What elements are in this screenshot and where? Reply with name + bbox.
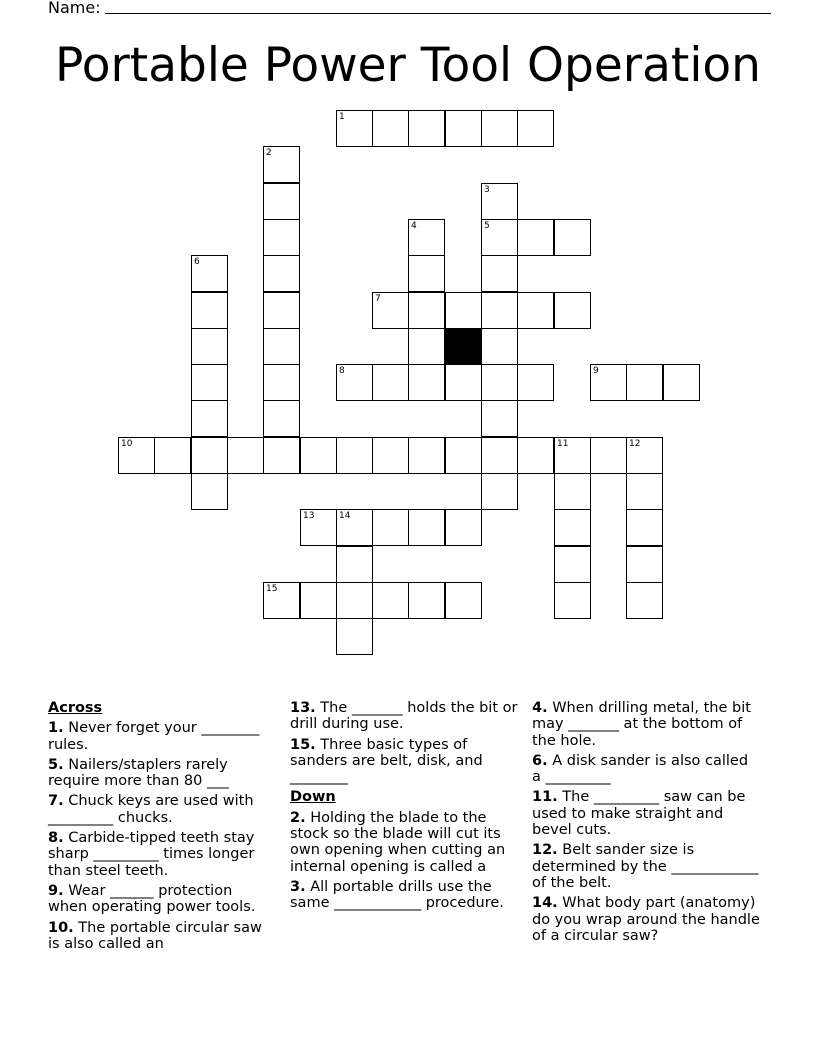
clue-across-10 xyxy=(48,920,276,953)
cell-number: 11 xyxy=(557,439,569,449)
clue-number: 11. xyxy=(532,789,558,806)
grid-cell xyxy=(481,473,518,510)
grid-cell xyxy=(481,110,518,147)
grid-cell xyxy=(626,546,663,583)
grid-cell xyxy=(481,437,518,474)
clue-across-5 xyxy=(48,757,276,790)
grid-cell xyxy=(663,364,700,401)
grid-cell xyxy=(554,292,591,329)
clue-number: 14. xyxy=(532,895,558,912)
clue-across-13 xyxy=(290,700,518,733)
clue-text: The _________ saw can be used to make straight and bevel cuts. xyxy=(532,789,746,839)
clue-number: 8. xyxy=(48,830,64,847)
grid-cell xyxy=(408,328,445,365)
clue-column-3 xyxy=(532,700,760,948)
grid-cell xyxy=(408,437,445,474)
grid-cell xyxy=(372,292,409,329)
clue-number: 15. xyxy=(290,736,316,753)
clue-number: 2. xyxy=(290,809,306,826)
grid-cell xyxy=(263,364,300,401)
grid-cell xyxy=(372,509,409,546)
grid-cell xyxy=(408,255,445,292)
clue-down-3 xyxy=(290,879,518,912)
grid-cell xyxy=(445,292,482,329)
clue-number: 12. xyxy=(532,842,558,859)
grid-cell xyxy=(554,546,591,583)
clue-down-4 xyxy=(532,700,760,749)
grid-cell xyxy=(445,110,482,147)
grid-cell xyxy=(626,437,663,474)
clue-down-2 xyxy=(290,810,518,875)
grid-cell xyxy=(481,183,518,220)
cell-number: 5 xyxy=(484,221,490,231)
grid-cell xyxy=(408,509,445,546)
grid-cell xyxy=(626,473,663,510)
across-heading: Across xyxy=(48,700,103,716)
grid-cell xyxy=(554,582,591,619)
cell-number: 12 xyxy=(629,439,641,449)
cell-number: 3 xyxy=(484,185,490,195)
cell-number: 2 xyxy=(266,148,272,158)
grid-cell xyxy=(554,219,591,256)
grid-cell xyxy=(263,328,300,365)
grid-cell xyxy=(336,582,373,619)
grid-cell xyxy=(263,146,300,183)
grid-cell xyxy=(336,509,373,546)
grid-cell xyxy=(191,473,228,510)
page-title: Portable Power Tool Operation xyxy=(55,38,761,93)
grid-cell xyxy=(481,219,518,256)
grid-cell xyxy=(336,546,373,583)
grid-cell xyxy=(554,437,591,474)
grid-cell xyxy=(554,473,591,510)
clue-down-12 xyxy=(532,842,760,891)
clue-text: Three basic types of sanders are belt, disk, and ________ xyxy=(290,736,483,786)
clue-text: Never forget your ________ rules. xyxy=(48,720,260,753)
grid-cell xyxy=(517,110,554,147)
grid-cell xyxy=(191,400,228,437)
grid-cell xyxy=(300,509,337,546)
clue-across-9 xyxy=(48,883,276,916)
clue-column-1 xyxy=(48,700,276,956)
grid-cell xyxy=(191,255,228,292)
clue-text: Holding the blade to the stock so the blade will cut its own opening when cutting an internal opening is called a xyxy=(290,809,506,875)
down-heading: Down xyxy=(290,789,336,806)
clue-text: What body part (anatomy) do you wrap around the handle of a circular saw? xyxy=(532,895,760,944)
grid-cell xyxy=(263,219,300,256)
clue-down-6 xyxy=(532,753,760,786)
cell-number: 10 xyxy=(121,439,133,449)
grid-cell xyxy=(445,437,482,474)
grid-cell xyxy=(372,437,409,474)
cell-number: 8 xyxy=(339,366,345,376)
grid-cell xyxy=(554,509,591,546)
clue-number: 6. xyxy=(532,752,548,769)
clue-down-14 xyxy=(532,895,760,944)
cell-number: 9 xyxy=(593,366,599,376)
clue-number: 13. xyxy=(290,700,316,716)
grid-cell xyxy=(481,364,518,401)
clue-text: The portable circular saw is also called an xyxy=(48,919,262,952)
grid-cell xyxy=(336,364,373,401)
clue-number: 9. xyxy=(48,882,64,899)
cell-number: 1 xyxy=(339,112,345,122)
grid-cell xyxy=(263,437,300,474)
clue-across-8 xyxy=(48,830,276,879)
cell-number: 7 xyxy=(375,294,381,304)
grid-cell xyxy=(336,618,373,655)
clue-text: Carbide-tipped teeth stay sharp _________ times longer than steel teeth. xyxy=(48,830,255,879)
clue-text: Wear ______ protection when operating power tools. xyxy=(48,882,256,916)
grid-cell xyxy=(263,292,300,329)
grid-cell xyxy=(445,582,482,619)
grid-cell xyxy=(191,437,228,474)
grid-cell xyxy=(517,292,554,329)
grid-cell xyxy=(336,437,373,474)
clue-text: A disk sander is also called a _________ xyxy=(532,752,749,786)
grid-cell xyxy=(408,364,445,401)
clue-number: 10. xyxy=(48,919,74,936)
grid-cell xyxy=(263,255,300,292)
grid-cell xyxy=(372,582,409,619)
grid-cell xyxy=(590,437,627,474)
cell-number: 13 xyxy=(303,511,315,521)
grid-cell xyxy=(445,364,482,401)
grid-cell xyxy=(118,437,155,474)
clue-text: When drilling metal, the bit may _______ at the bottom of the hole. xyxy=(532,700,751,749)
grid-cell xyxy=(517,437,554,474)
grid-cell xyxy=(263,400,300,437)
clue-text: The _______ holds the bit or drill during use. xyxy=(290,700,518,733)
clue-text: Nailers/staplers rarely require more than 80 ___ xyxy=(48,756,229,790)
grid-cell xyxy=(481,328,518,365)
grid-cell xyxy=(300,437,337,474)
grid-block-cell xyxy=(445,328,482,365)
grid-cell xyxy=(445,509,482,546)
grid-cell xyxy=(191,292,228,329)
grid-cell xyxy=(481,292,518,329)
clue-across-7 xyxy=(48,793,276,826)
clue-number: 1. xyxy=(48,720,64,737)
grid-cell xyxy=(372,110,409,147)
grid-cell xyxy=(154,437,191,474)
clue-across-15 xyxy=(290,737,518,786)
grid-cell xyxy=(372,364,409,401)
clue-text: All portable drills use the same ____________ procedure. xyxy=(290,878,504,912)
grid-cell xyxy=(590,364,627,401)
grid-cell xyxy=(626,582,663,619)
grid-cell xyxy=(300,582,337,619)
clue-number: 7. xyxy=(48,793,64,810)
grid-cell xyxy=(481,255,518,292)
clue-across-1 xyxy=(48,720,276,753)
grid-cell xyxy=(408,292,445,329)
grid-cell xyxy=(408,582,445,619)
grid-cell xyxy=(408,219,445,256)
cell-number: 14 xyxy=(339,511,351,521)
clue-number: 4. xyxy=(532,700,548,716)
grid-cell xyxy=(517,364,554,401)
clue-down-11 xyxy=(532,789,760,838)
grid-cell xyxy=(263,582,300,619)
cell-number: 15 xyxy=(266,584,278,594)
clue-column-2 xyxy=(290,700,518,916)
grid-cell xyxy=(263,183,300,220)
clue-text: Belt sander size is determined by the ____________ of the belt. xyxy=(532,842,759,891)
grid-cell xyxy=(191,364,228,401)
grid-cell xyxy=(626,509,663,546)
cell-number: 6 xyxy=(194,257,200,267)
cell-number: 4 xyxy=(411,221,417,231)
grid-cell xyxy=(191,328,228,365)
name-label: Name: xyxy=(48,0,101,17)
clue-number: 3. xyxy=(290,878,306,895)
grid-cell xyxy=(227,437,264,474)
clue-number: 5. xyxy=(48,756,64,773)
grid-cell xyxy=(336,110,373,147)
clue-text: Chuck keys are used with _________ chucks. xyxy=(48,793,254,826)
grid-cell xyxy=(517,219,554,256)
grid-cell xyxy=(481,400,518,437)
grid-cell xyxy=(626,364,663,401)
grid-cell xyxy=(408,110,445,147)
